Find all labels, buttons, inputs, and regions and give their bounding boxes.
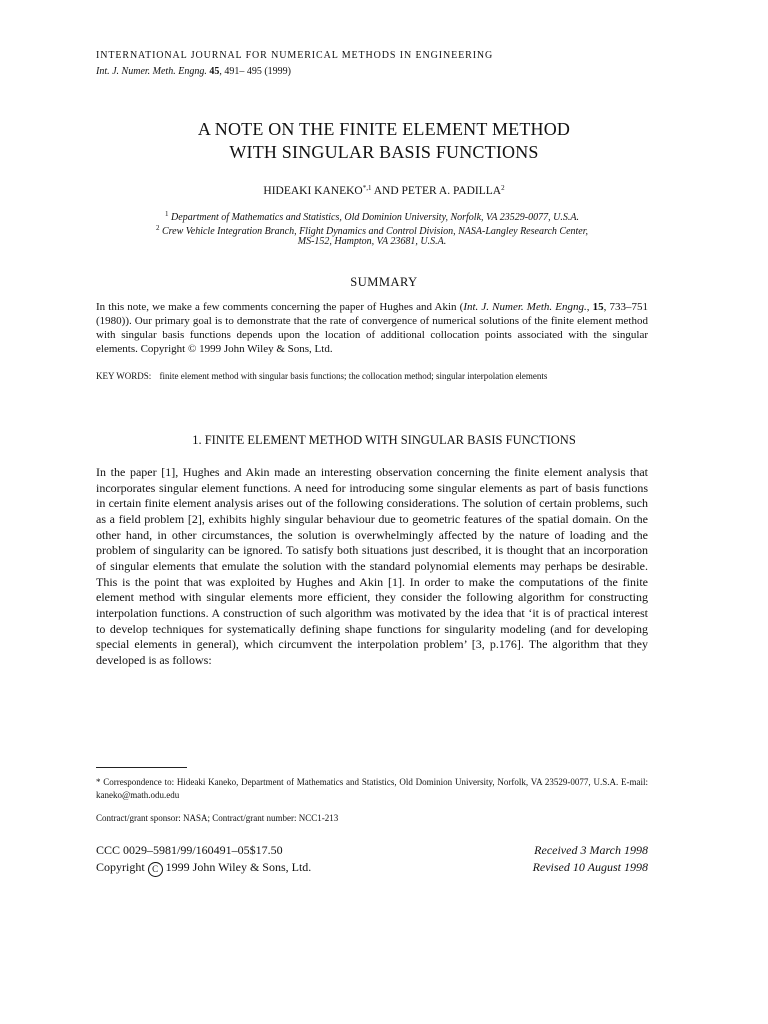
keywords-text: finite element method with singular basis functions; the collocation method; singular interpolation elements — [159, 371, 548, 381]
author-kaneko-mark: *,1 — [362, 184, 372, 192]
affiliation-2-text: Crew Vehicle Integration Branch, Flight Dynamics and Control Division, NASA-Langley Research Center, — [161, 226, 589, 237]
abstract-pre: In this note, we make a few comments concerning the paper of Hughes and Akin ( — [96, 301, 464, 313]
paper-title — [0, 118, 768, 164]
affiliation-1-text: Department of Mathematics and Statistics, Old Dominion University, Norfolk, VA 23529-0077, U.S.A. — [171, 212, 579, 223]
citation-volume: 45 — [209, 66, 220, 77]
correspondence-footnote: * Correspondence to: Hideaki Kaneko, Department of Mathematics and Statistics, Old Dominion University, Norfolk, VA 23529-0077, U.S.A. E-mail: kaneko@math.odu.edu — [96, 777, 648, 800]
journal-name: INTERNATIONAL JOURNAL FOR NUMERICAL METHODS IN ENGINEERING — [96, 50, 494, 61]
copyright-holder: 1999 John Wiley & Sons, Ltd. — [165, 860, 312, 874]
received-date: Received 3 March 1998 — [534, 843, 648, 857]
abstract — [96, 300, 648, 356]
abstract-cite-sep: , — [586, 301, 593, 313]
section-1-body: In the paper [1], Hughes and Akin made an interesting observation concerning the finite element analysis that incorporates singular element functions. A need for introducing some singular elements as part of basis functions in certain finite element analysis arises out of the following considerations. The solution of certain problems, such as a field problem [2], exhibits highly singular behaviour due to geometric features of the spatial domain. On the other hand, in other circumstances, the solution is overwhelmingly affected by the nature of loading and the problem of singularity can be ignored. To satisfy both situations just described, it is thought that an incorporation of singular elements that emulate the solution with the standard polynomial elements may perhaps be desirable. This is the point that was exploited by Hughes and Akin [1]. In order to make the computations of the finite element method with singular elements more efficient, they consider the following algorithm for constructing interpolation functions. A construction of such algorithm was motivated by the idea that ‘it is of practical interest to develop techniques for systematically defining shape functions for singularity modeling (and for developing special elements in general), which circumvent the interpolation problem’ [3, p.176]. The algorithm that they developed is as follows: — [96, 465, 648, 667]
affiliation-2-cont — [96, 235, 648, 248]
author-padilla: PETER A. PADILLA — [401, 185, 502, 197]
affiliation-1-mark: 1 — [165, 210, 169, 218]
section-1-heading: 1. FINITE ELEMENT METHOD WITH SINGULAR BASIS FUNCTIONS — [192, 433, 576, 447]
author-padilla-mark: 2 — [501, 184, 505, 192]
affiliation-2-text-cont: MS-152, Hampton, VA 23681, U.S.A. — [297, 236, 447, 247]
citation-pages: , 491– 495 (1999) — [219, 66, 291, 77]
contract-footnote: Contract/grant sponsor: NASA; Contract/grant number: NCC1-213 — [96, 813, 339, 823]
abstract-cite: Int. J. Numer. Meth. Engng. — [463, 301, 587, 313]
ccc-code: CCC 0029–5981/99/160491–05$17.50 — [96, 843, 283, 857]
revised-date: Revised 10 August 1998 — [532, 860, 648, 874]
abstract-post: , 733–751 (1980)). Our primary goal is to demonstrate that the rate of convergence of numerical solutions of the finite element method with singular basis functions depends upon the location of additional collocation points associated with the singular elements. Copyright © 1999 John Wiley & Sons, Ltd. — [96, 301, 649, 355]
keywords — [96, 371, 676, 381]
title-line-1: A NOTE ON THE FINITE ELEMENT METHOD — [197, 119, 571, 139]
copyright-line — [96, 860, 311, 877]
author-kaneko: HIDEAKI KANEKO — [263, 185, 363, 197]
summary-heading: SUMMARY — [350, 275, 418, 289]
copyright-icon: C — [148, 862, 163, 877]
abstract-cite-volume: 15 — [592, 301, 604, 313]
citation-abbrev: Int. J. Numer. Meth. Engng. — [96, 66, 207, 77]
title-line-2: WITH SINGULAR BASIS FUNCTIONS — [229, 142, 539, 162]
affiliation-2-mark: 2 — [155, 224, 160, 232]
author-and: AND — [371, 185, 402, 197]
journal-citation — [96, 66, 291, 77]
author-line — [0, 184, 768, 197]
footnote-rule — [96, 767, 187, 768]
keywords-label: KEY WORDS: — [96, 371, 152, 381]
copyright-label: Copyright — [96, 860, 145, 874]
